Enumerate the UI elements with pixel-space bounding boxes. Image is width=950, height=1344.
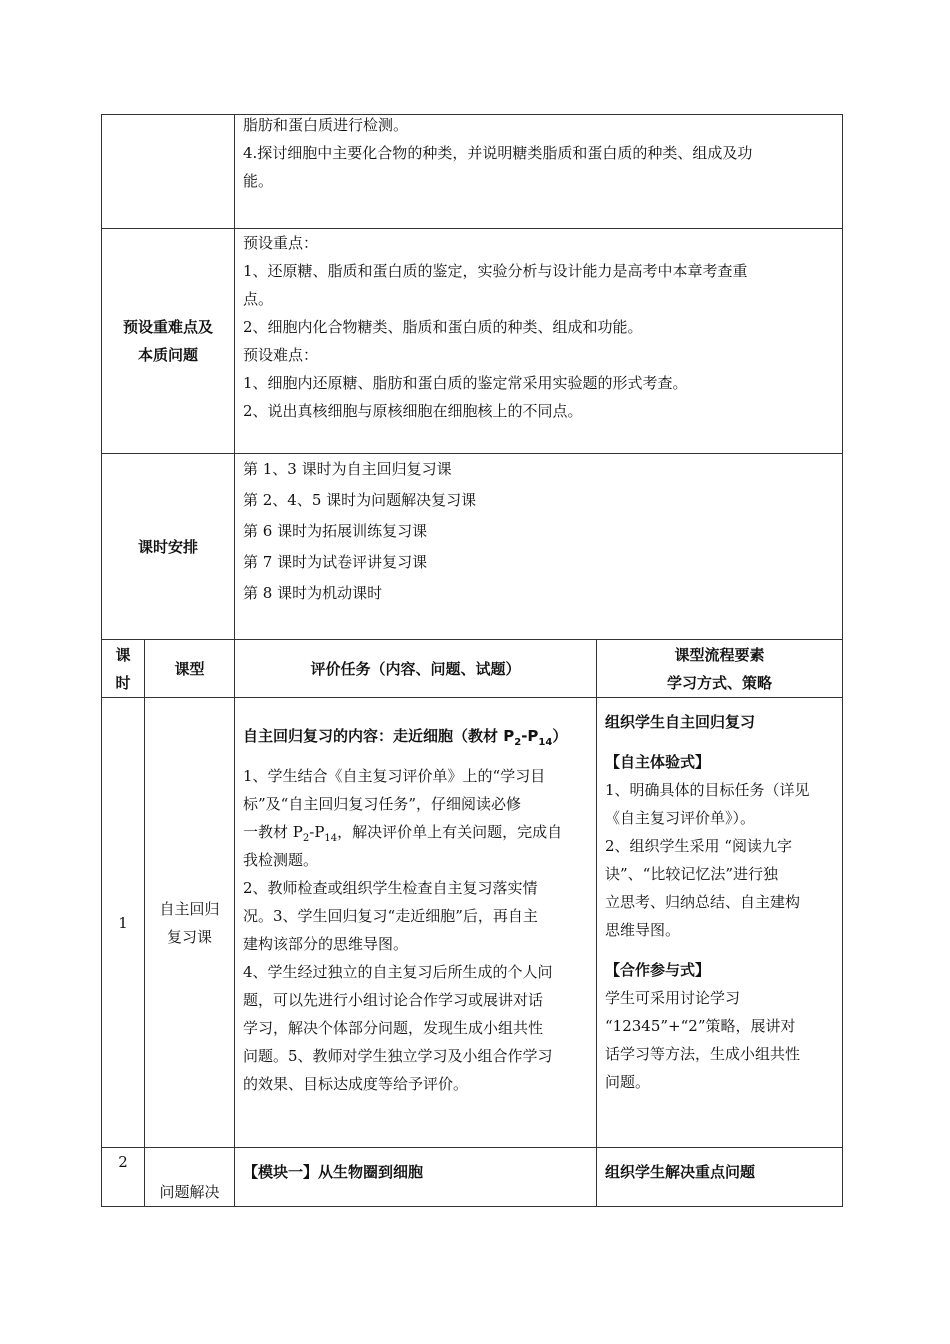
lesson-number: 2	[102, 1148, 145, 1207]
objectives-label-cell	[102, 115, 235, 229]
lesson-type-line1: 自主回归	[159, 899, 220, 918]
keypoints-label-line1: 预设重难点及	[122, 318, 213, 336]
header-eval-task: 评价任务（内容、问题、试题）	[235, 640, 597, 698]
strategy-line: 话学习等方法，生成小组共性	[605, 1045, 801, 1063]
strategy-line: 立思考、归纳总结、自主建构	[605, 893, 801, 911]
keypoints-line: 点。	[243, 290, 274, 308]
eval-paragraph-line: 的效果、目标达成度等给予评价。	[243, 1075, 469, 1093]
strategy-line: 思维导图。	[605, 921, 681, 939]
strategy-section-head: 【自主体验式】	[605, 753, 711, 771]
schedule-content	[235, 454, 843, 640]
keypoints-label	[102, 229, 235, 454]
lesson-number: 1	[102, 698, 145, 1148]
eval-paragraph-line: 学习，解决个体部分问题，发现生成小组共性	[243, 1019, 544, 1037]
strategy-line: 学生可采用讨论学习	[605, 989, 741, 1007]
keypoints-line: 预设难点：	[243, 346, 319, 364]
keypoints-label-line2: 本质问题	[137, 346, 198, 364]
objectives-line: 脂肪和蛋白质进行检测。	[243, 116, 409, 134]
lesson-strategy	[597, 698, 843, 1148]
header-strategy-line2: 学习方式、策略	[667, 673, 773, 692]
schedule-line: 第 6 课时为拓展训练复习课	[243, 522, 428, 540]
keypoints-line: 1、还原糖、脂质和蛋白质的鉴定，实验分析与设计能力是高考中本章考查重	[243, 262, 748, 280]
objectives-row	[102, 115, 843, 229]
strategy-line: “12345”+“2”策略，展讲对	[605, 1017, 796, 1035]
header-lesson-type: 课型	[145, 640, 235, 698]
header-lesson-no-line1: 课	[115, 645, 131, 664]
schedule-line: 第 2、4、5 课时为问题解决复习课	[243, 491, 477, 509]
lesson-type: 问题解决	[145, 1148, 235, 1207]
header-strategy	[597, 640, 843, 698]
eval-paragraph-line: 况。3、学生回归复习“走近细胞”后，再自主	[243, 907, 538, 925]
eval-paragraph-line: 问题。5、教师对学生独立学习及小组合作学习	[243, 1047, 553, 1065]
keypoints-line: 预设重点：	[243, 234, 319, 252]
lesson-eval-task	[235, 698, 597, 1148]
eval-paragraph-line: 题，可以先进行小组讨论合作学习或展讲对话	[243, 991, 544, 1009]
strategy-section-head: 【合作参与式】	[605, 961, 711, 979]
eval-paragraph-line: 标”及“自主回归复习任务”，仔细阅读必修	[243, 795, 522, 813]
eval-paragraph-line: 一教材 $P_2-P_{14}$，解决评价单上有关问题，完成自	[243, 823, 563, 844]
header-lesson-no	[102, 640, 145, 698]
eval-paragraph-line: 建构该部分的思维导图。	[243, 935, 409, 953]
lesson-row-2	[102, 1148, 843, 1207]
keypoints-content	[235, 229, 843, 454]
lesson-type	[145, 698, 235, 1148]
eval-paragraph-line: 1、学生结合《自主复习评价单》上的“学习目	[243, 767, 546, 785]
strategy-line: 《自主复习评价单》）。	[605, 809, 756, 827]
eval-title: 自主回归复习的内容：走近细胞（教材 $P_2-P_{14}$）	[243, 727, 568, 748]
keypoints-line: 2、细胞内化合物糖类、脂质和蛋白质的种类、组成和功能。	[243, 318, 643, 336]
strategy-line: 问题。	[605, 1073, 651, 1091]
strategy-line: 诀”、“比较记忆法”进行独	[605, 865, 779, 883]
strategy-line: 2、组织学生采用 “阅读九字	[605, 837, 792, 855]
eval-paragraph-line: 4、学生经过独立的自主复习后所生成的个人问	[243, 963, 553, 981]
objectives-content	[235, 115, 843, 229]
eval-paragraph-line: 2、教师检查或组织学生检查自主复习落实情	[243, 879, 538, 897]
keypoints-row	[102, 229, 843, 454]
keypoints-line: 2、说出真核细胞与原核细胞在细胞核上的不同点。	[243, 402, 583, 420]
table-header-row	[102, 640, 843, 698]
lesson-strategy: 组织学生解决重点问题	[597, 1148, 843, 1207]
schedule-line: 第 1、3 课时为自主回归复习课	[243, 460, 452, 478]
schedule-line: 第 7 课时为试卷评讲复习课	[243, 553, 428, 571]
header-strategy-line1: 课型流程要素	[674, 645, 765, 664]
schedule-line: 第 8 课时为机动课时	[243, 584, 383, 602]
strategy-line: 1、明确具体的目标任务（详见	[605, 781, 810, 799]
lesson-type-line2: 复习课	[166, 927, 212, 946]
eval-paragraph-line: 我检测题。	[243, 851, 319, 869]
keypoints-line: 1、细胞内还原糖、脂肪和蛋白质的鉴定常采用实验题的形式考查。	[243, 374, 688, 392]
schedule-label: 课时安排	[102, 454, 235, 640]
objectives-line: 能。	[243, 172, 274, 190]
objectives-line: 4.探讨细胞中主要化合物的种类，并说明糖类脂质和蛋白质的种类、组成及功	[243, 144, 753, 162]
lesson-eval-task: 【模块一】从生物圈到细胞	[235, 1148, 597, 1207]
lesson-row-1	[102, 698, 843, 1148]
header-lesson-no-line2: 时	[115, 673, 131, 692]
strategy-title: 组织学生自主回归复习	[605, 713, 756, 731]
lesson-plan-table	[101, 114, 843, 1207]
schedule-row	[102, 454, 843, 640]
